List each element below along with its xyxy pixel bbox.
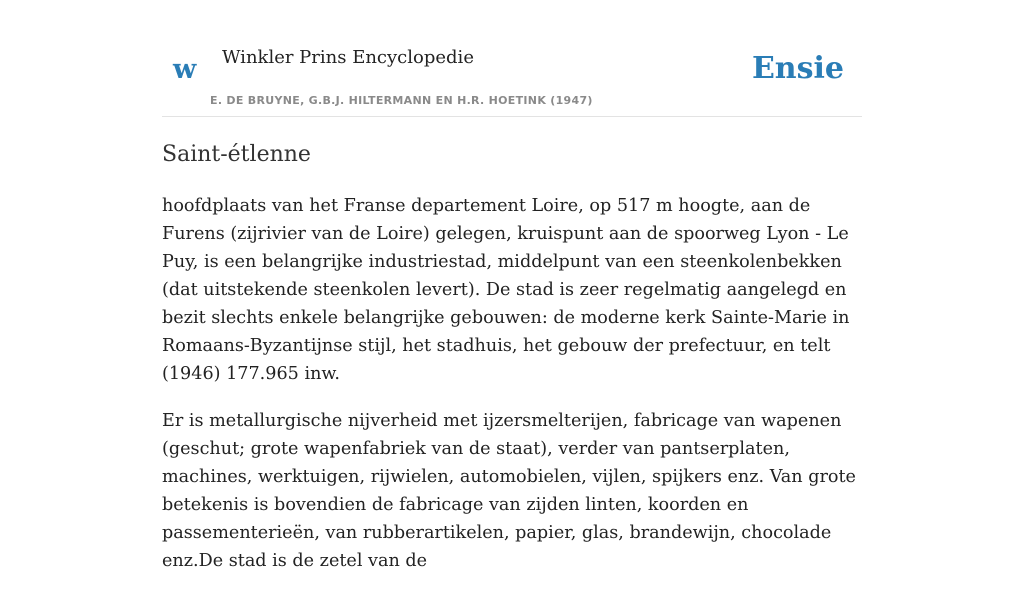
article-paragraph: hoofdplaats van het Franse departement Loire, op 517 m hoogte, aan de Furens (zijrivier van de Loire) gelegen, kruispunt aan de spoorweg Lyon - Le Puy, is een belangrijke industriestad, middelpunt van een steenkolenbekken (dat uitstekende steenkolen levert). De stad is zeer regelmatig aangelegd en bezit slechts enkele belangrijke gebouwen: de moderne kerk Sainte-Marie in Romaans-Byzantijnse stijl, het stadhuis, het gebouw der prefectuur, en telt (1946) 177.965 inw. bbox=[162, 196, 850, 384]
article-title: Saint-étlenne bbox=[162, 142, 311, 167]
book-logo-icon[interactable]: w bbox=[173, 54, 197, 85]
book-title[interactable]: Winkler Prins Encyclopedie bbox=[222, 47, 474, 68]
article-paragraph: Er is metallurgische nijverheid met ijzersmelterijen, fabricage van wapenen (geschut; grote wapenfabriek van de staat), verder van pantserplaten, machines, werktuigen, rijwielen, automobielen, vijlen, spijkers enz. Van grote betekenis is bovendien de fabricage van zijden linten, koorden en passementerieën, van rubberartikelen, papier, glas, brandewijn, chocolade enz.De stad is de zetel van de bbox=[162, 411, 856, 571]
site-header bbox=[162, 0, 862, 117]
site-logo-link[interactable]: Ensie bbox=[751, 51, 844, 86]
book-authors: E. DE BRUYNE, G.B.J. HILTERMANN EN H.R. HOETINK (1947) bbox=[210, 94, 593, 107]
article-body bbox=[162, 192, 862, 594]
